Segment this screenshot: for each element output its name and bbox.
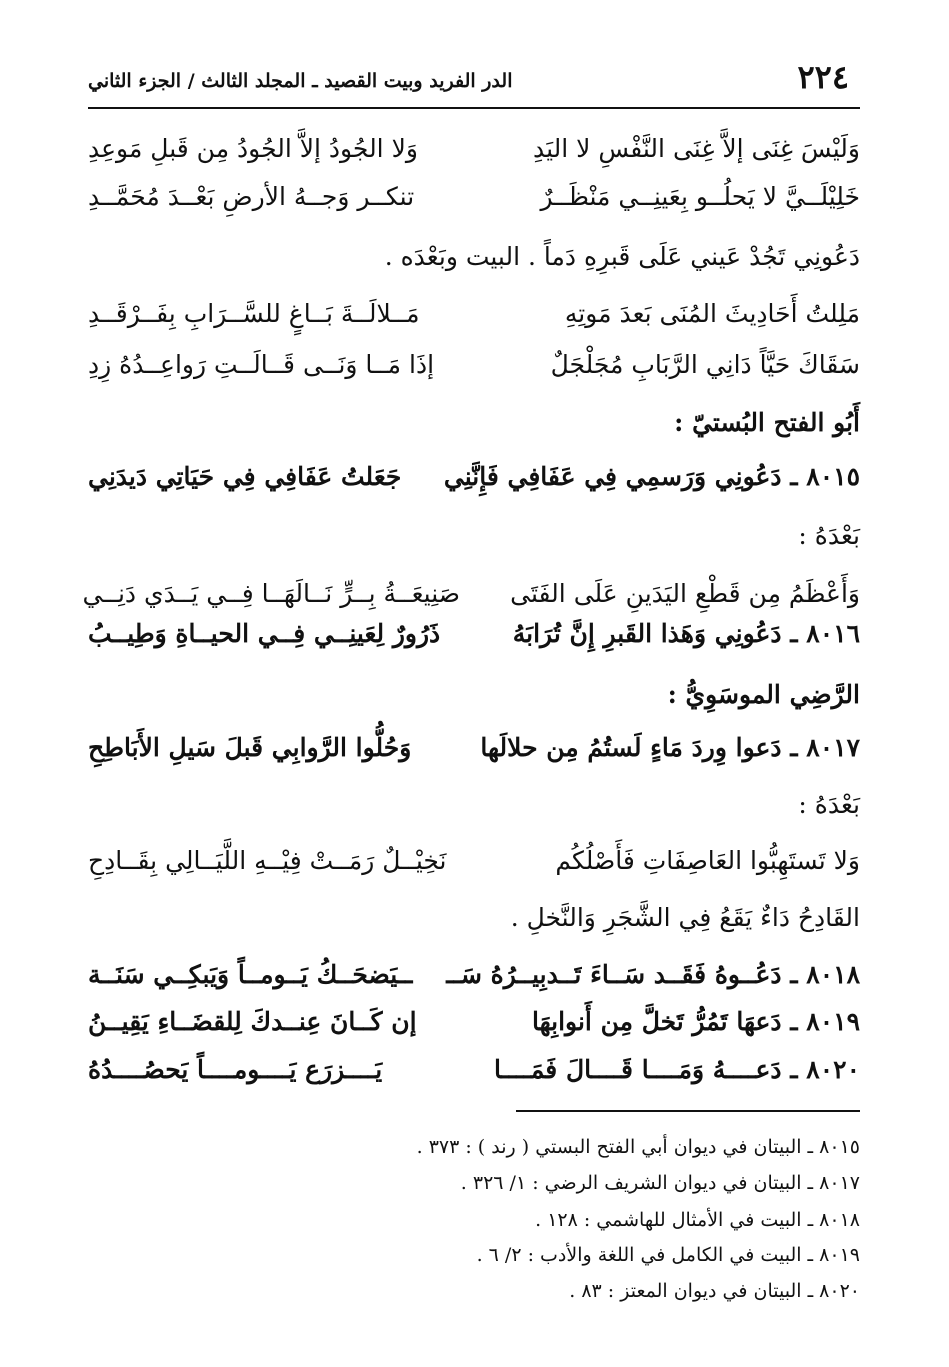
verse-second-hemistich: ــيَضحَــكُ يَــومــاً وَيَبكِــي سَنَــة (88, 960, 413, 989)
verse-second-hemistich: صَنِيعَــةُ بِــرٍّ نَــالَهَــا فِــي يَــدَي دَنِــي (82, 579, 460, 608)
page-number: ٢٢٤ (797, 58, 849, 96)
footnote: ٨٠٢٠ ـ البيتان في ديوان المعتز : ٨٣ . (569, 1280, 860, 1302)
footnote: ٨٠١٩ ـ البيت في الكامل في اللغة والأدب : ٢/ ٦ . (476, 1244, 860, 1266)
verse-second-hemistich: يَــــزرَع يَــــومــــاً يَحصُــــدُهُ (88, 1055, 383, 1084)
verse-second-hemistich: ذَرُورٌ لِعَينِــي فِــي الحيــاةِ وَطِيــبُ (88, 619, 441, 648)
verse-second-hemistich: مَــلالَــةَ بَــاغٍ للسَّــرَابِ بِفَــرْقَــدِ (88, 299, 420, 328)
numbered-verse (88, 1045, 860, 1095)
prose-line: القَادِحُ دَاءٌ يَقَعُ فِي الشَّجَرِ وَالنَّخلِ . (510, 903, 860, 932)
footnote: ٨٠١٥ ـ البيتان في ديوان أبي الفتح البستي ( رند ) : ٣٧٣ . (416, 1136, 860, 1158)
verse-line (88, 172, 860, 222)
verse-second-hemistich: تنكــر وَجــهُ الأرضِ بَعْــدَ مُحَمَّــدِ (88, 182, 415, 211)
prose-line: بَعْدَهُ : (798, 521, 860, 550)
verse-line (88, 836, 860, 886)
running-title: الدر الفريد وبيت القصيد ـ المجلد الثالث / الجزء الثاني (88, 70, 513, 92)
verse-second-hemistich: وَحُلُّوا الرَّوابِي قَبلَ سَيلِ الأَبَاطِحِ (88, 733, 412, 762)
verse-number: ٨٠١٩ ـ (790, 1007, 860, 1036)
verse-second-hemistich: وَلا الجُودُ إلاَّ الجُودُ مِن قَبلِ مَوعِدِ (88, 134, 418, 163)
numbered-verse (88, 609, 860, 659)
verse-number: ٨٠١٨ ـ (790, 960, 860, 989)
verse-number: ٨٠٢٠ ـ (790, 1055, 860, 1084)
verse-line (88, 340, 860, 390)
verse-first-hemistich: سَقَاكَ حَيَّاً دَانِي الرَّبَابِ مُجَلْجَلٌ (550, 350, 860, 379)
prose-line: دَعُونِي تَجُدْ عَيني عَلَى قَبرِهِ دَماً . البيت وبَعْدَه . (384, 242, 860, 271)
verse-first-hemistich: ٨٠١٥ ـ دَعُونِي وَرَسمِي فِي عَفَافِي فَإِنَّنِي (443, 462, 860, 491)
numbered-verse (88, 950, 860, 1000)
verse-second-hemistich: إن كَــانَ عِنــدكَ لِلقضَــاءِ يَقِيــنُ (88, 1007, 417, 1036)
verse-number: ٨٠١٧ ـ (790, 733, 860, 762)
verse-first-hemistich: خَلِيْلَــيَّ لا يَحلُــو بِعَينِــي مَنْظَــرٌ (540, 182, 860, 211)
verse-first-hemistich: وَلَيْسَ غِنَى إلاَّ غِنَى النَّفْسِ لا اليَدِ (532, 134, 860, 163)
verse-first-hemistich: وَأَعْظَمُ مِن قَطْعِ اليَدَينِ عَلَى الفَتَى (510, 579, 860, 608)
verse-second-hemistich: نَخِيْــلٌ رَمَــتْ فِيْــهِ اللَّيَــالِي بِقَــادِحِ (88, 846, 447, 875)
footnote-rule (516, 1110, 860, 1112)
verse-first-hemistich: ٨٠٢٠ ـ دَعــــهُ وَمَــــا قَــــالَ فَمَــــا (493, 1055, 860, 1084)
prose-line: بَعْدَهُ : (798, 790, 860, 819)
poet-heading: الرَّضِي الموسَوِيُّ : (667, 680, 860, 709)
verse-line (88, 124, 860, 174)
verse-number: ٨٠١٥ ـ (790, 462, 860, 491)
verse-first-hemistich: مَلِلتُ أَحَادِيثَ المُنَى بَعدَ مَوتِهِ (564, 299, 860, 328)
verse-first-hemistich: ٨٠١٧ ـ دَعوا وِردَ مَاءٍ لَستُمُ مِن حلالَها (480, 733, 860, 762)
footnote: ٨٠١٨ ـ البيت في الأمثال للهاشمي : ١٢٨ . (535, 1209, 860, 1231)
numbered-verse (88, 723, 860, 773)
verse-first-hemistich: ٨٠١٨ ـ دَعُــوهُ فَقَــد سَــاءَ تَــدبِيــرُهُ سَــ (446, 960, 860, 989)
numbered-verse (88, 452, 860, 502)
footnote: ٨٠١٧ ـ البيتان في ديوان الشريف الرضي : ١/ ٣٢٦ . (460, 1172, 860, 1194)
verse-second-hemistich: جَعَلتُ عَفَافِي فِي حَيَاتِي دَيدَنِي (88, 462, 402, 491)
verse-first-hemistich: ٨٠١٩ ـ دَعهَا تَمُرُّ تَخلَّ مِن أَنوابِهَا (532, 1007, 860, 1036)
header-rule (88, 107, 860, 109)
verse-first-hemistich: وَلا تَستَهِبُّوا العَاصِفَاتِ فَأَصْلُكُم (555, 846, 860, 875)
numbered-verse (88, 997, 860, 1047)
verse-number: ٨٠١٦ ـ (790, 619, 860, 648)
poet-heading: أَبُو الفتح البُستيّ : (674, 408, 860, 437)
verse-line (88, 289, 860, 339)
verse-first-hemistich: ٨٠١٦ ـ دَعُونِي وَهَذا القَبرِ إِنَّ تُرَابَهُ (512, 619, 860, 648)
verse-second-hemistich: إذَا مَــا وَنَــى قَــالَــتِ رَواعِــدُهُ زِدِ (88, 350, 435, 379)
